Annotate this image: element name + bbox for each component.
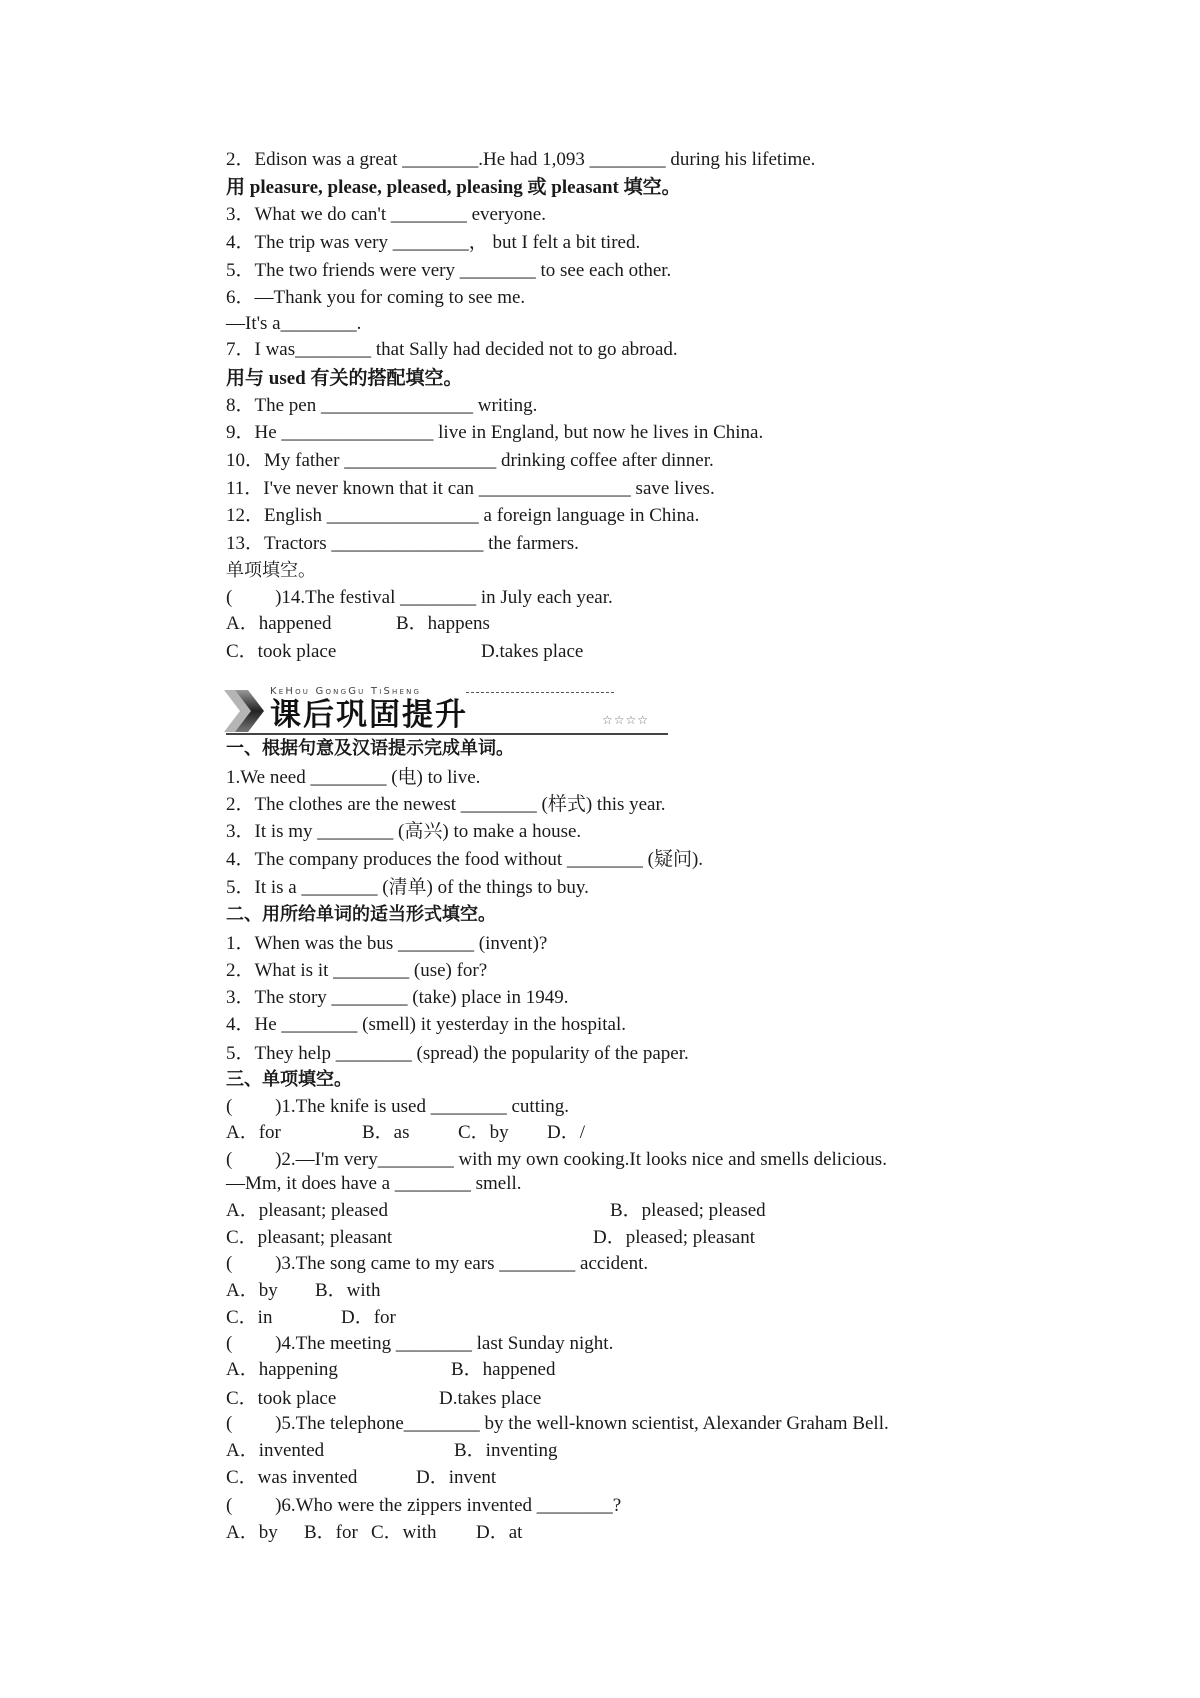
question-7: 7．I was________ that Sally had decided not to go abroad. [226,339,678,360]
heading-used: 用与 used 有关的搭配填空。 [226,368,463,389]
section-3-q6-option-c: C．with [371,1522,437,1543]
section-3-q6-stem: ( )6.Who were the zippers invented ________? [226,1495,622,1516]
difficulty-stars: ☆☆☆☆ [602,713,650,727]
section-3-q3-option-d: D．for [341,1307,396,1328]
section-3-q6-option-d: D．at [476,1522,523,1543]
section-2-item-3: 3．The story ________ (take) place in 1949. [226,987,569,1008]
question-13: 13．Tractors ________________ the farmers. [226,533,579,554]
section-1-heading: 一、根据句意及汉语提示完成单词。 [226,738,514,759]
question-8: 8．The pen ________________ writing. [226,395,538,416]
option-d: D.takes place [481,641,584,662]
section-1-item-5: 5．It is a ________ (清单) of the things to buy. [226,877,589,898]
double-chevron-icon [224,690,264,732]
question-6-reply: —It's a________. [226,313,362,334]
section-3-q2-stem: ( )2.—I'm very________ with my own cooking.It looks nice and smells delicious. [226,1149,887,1170]
question-14-stem: ( )14.The festival ________ in July each year. [226,587,613,608]
banner-underline [226,733,668,735]
question-11: 11．I've never known that it can ________________ save lives. [226,478,715,499]
section-3-q4-option-b: B．happened [451,1359,556,1380]
section-3-q2-option-c: C．pleasant; pleasant [226,1227,393,1248]
section-3-q2-option-d: D．pleased; pleasant [593,1227,755,1248]
section-1-item-1: 1.We need ________ (电) to live. [226,767,481,788]
section-3-q3-option-a: A．by [226,1280,278,1301]
section-2-item-5: 5．They help ________ (spread) the popularity of the paper. [226,1043,689,1064]
question-12: 12．English ________________ a foreign language in China. [226,505,700,526]
question-5: 5．The two friends were very ________ to see each other. [226,260,672,281]
section-2-item-2: 2．What is it ________ (use) for? [226,960,488,981]
section-3-q1-option-a: A．for [226,1122,281,1143]
banner-title: 课后巩固提升 [270,697,468,733]
section-3-q1-option-c: C．by [458,1122,509,1143]
banner-pinyin: KeHou GongGu TiSheng [270,686,422,697]
section-3-q3-option-b: B．with [315,1280,381,1301]
section-3-q1-option-d: D．/ [547,1122,586,1143]
option-b: B．happens [396,613,490,634]
section-3-q5-option-b: B．inventing [454,1440,558,1461]
section-1-item-4: 4．The company produces the food without ________ (疑问). [226,849,704,870]
section-3-q4-option-c: C．took place [226,1388,337,1409]
section-3-q5-option-c: C．was invented [226,1467,358,1488]
question-9: 9．He ________________ live in England, but now he lives in China. [226,422,764,443]
section-3-q5-option-a: A．invented [226,1440,325,1461]
section-3-q2-continuation: —Mm, it does have a ________ smell. [226,1173,522,1194]
section-3-q5-option-d: D．invent [416,1467,497,1488]
section-2-heading: 二、用所给单词的适当形式填空。 [226,904,496,925]
section-3-q4-stem: ( )4.The meeting ________ last Sunday night. [226,1333,614,1354]
question-3: 3．What we do can't ________ everyone. [226,204,546,225]
section-3-q1-option-b: B．as [362,1122,410,1143]
question-4: 4．The trip was very ________， but I felt a bit tired. [226,232,641,253]
section-3-q3-option-c: C．in [226,1307,273,1328]
section-1-item-2: 2．The clothes are the newest ________ (样式) this year. [226,794,666,815]
section-2-item-4: 4．He ________ (smell) it yesterday in the hospital. [226,1014,626,1035]
section-2-item-1: 1．When was the bus ________ (invent)? [226,933,548,954]
option-c: C．took place [226,641,337,662]
section-3-q6-option-b: B．for [304,1522,358,1543]
section-3-q4-option-d: D.takes place [439,1388,542,1409]
section-3-heading: 三、单项填空。 [226,1069,352,1090]
section-3-q1-stem: ( )1.The knife is used ________ cutting. [226,1096,570,1117]
question-10: 10．My father ________________ drinking coffee after dinner. [226,450,714,471]
section-3-q2-option-b: B．pleased; pleased [610,1200,766,1221]
section-3-q4-option-a: A．happening [226,1359,338,1380]
heading-pleasure: 用 pleasure, please, pleased, pleasing 或 pleasant 填空。 [226,177,681,198]
section-3-q5-stem: ( )5.The telephone________ by the well-known scientist, Alexander Graham Bell. [226,1413,889,1434]
banner-dashed-line [466,692,614,693]
section-3-q6-option-a: A．by [226,1522,278,1543]
heading-choice: 单项填空。 [226,560,316,581]
question-2: 2．Edison was a great ________.He had 1,093 ________ during his lifetime. [226,149,816,170]
section-3-q3-stem: ( )3.The song came to my ears ________ accident. [226,1253,649,1274]
section-1-item-3: 3．It is my ________ (高兴) to make a house. [226,821,582,842]
option-a: A．happened [226,613,332,634]
section-3-q2-option-a: A．pleasant; pleased [226,1200,388,1221]
question-6: 6．—Thank you for coming to see me. [226,287,526,308]
